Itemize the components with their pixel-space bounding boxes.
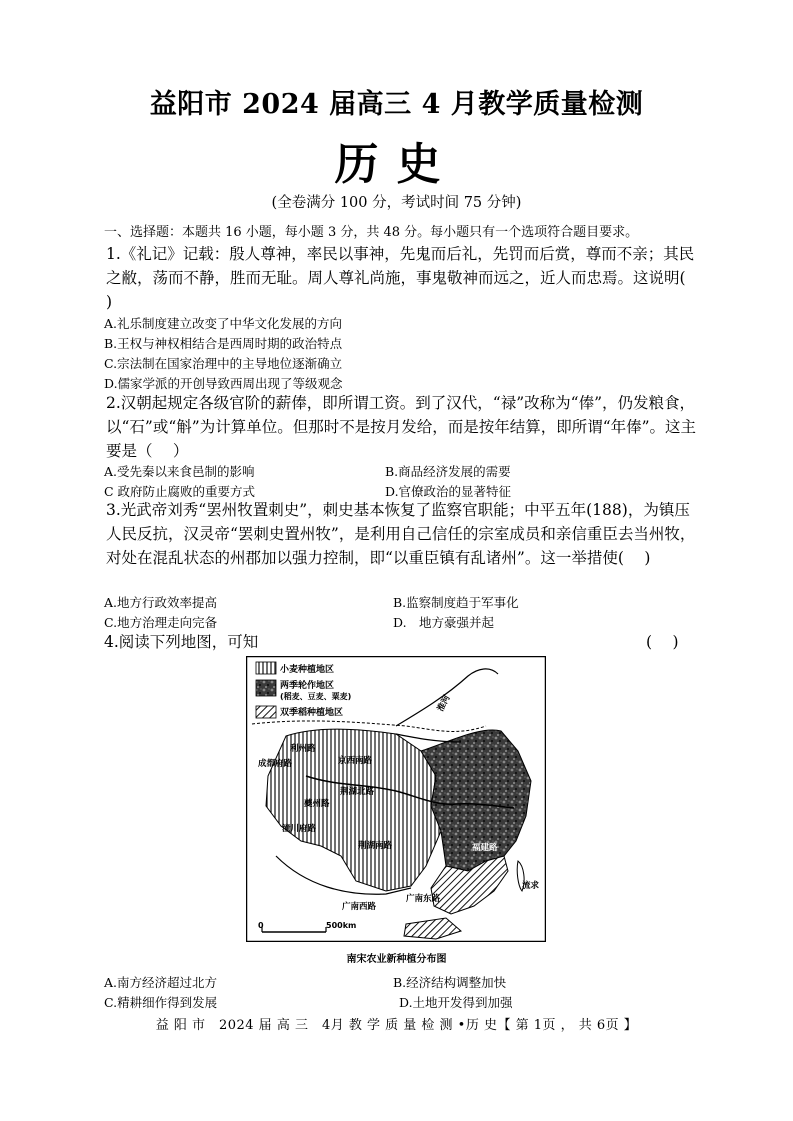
label-jinghunan: 荆湖南路: [358, 841, 393, 851]
legend-wheat: 小麦种植地区: [280, 665, 335, 675]
legend-double-rice: 双季稻种植地区: [280, 708, 344, 718]
legend-double-rice-swatch: [256, 706, 276, 718]
exam-title: 益阳市 2024 届高三 4 月教学质量检测: [149, 89, 644, 120]
label-guangdong: 广南东路: [406, 894, 441, 904]
q1-option-b[interactable]: B.王权与神权相结合是西周时期的政治特点: [104, 336, 343, 351]
legend-rotation-detail: (稻麦、豆麦、粟麦): [280, 692, 352, 701]
q2-option-b[interactable]: B.商品经济发展的需要: [385, 464, 511, 479]
score-note: (全卷满分 100 分，考试时间 75 分钟): [271, 195, 522, 211]
q4-option-a[interactable]: A.南方经济超过北方: [104, 975, 218, 990]
q3-option-c[interactable]: C.地方治理走向完备: [104, 615, 218, 630]
q3-option-a[interactable]: A.地方行政效率提高: [104, 595, 218, 610]
q4-option-d[interactable]: D.土地开发得到加强: [399, 995, 513, 1010]
label-huaihe: 淮河: [435, 693, 453, 714]
question-4-stem: 4.阅读下列地图，可知: [104, 633, 259, 651]
section-heading: 一、选择题：本题共 16 小题，每小题 3 分，共 48 分。每小题只有一个选项符合题目要求。: [104, 225, 639, 240]
question-2-stem: 2.汉朝起规定各级官阶的薪俸，即所谓工资。到了汉代，“禄”改称为“俸”，仍发粮食，以“石”或“斛”为计算单位。但那时不是按月发给，而是按年结算，即所谓“年俸”。这主要是（ ）: [106, 394, 697, 460]
q4-option-b[interactable]: B.经济结构调整加快: [393, 975, 507, 990]
q1-option-c[interactable]: C.宗法制在国家治理中的主导地位逐渐确立: [104, 356, 343, 371]
q2-option-c[interactable]: C 政府防止腐败的重要方式: [104, 484, 256, 499]
map-caption: 南宋农业新种植分布图: [346, 954, 447, 965]
q3-option-d[interactable]: D. 地方豪强并起: [393, 615, 495, 630]
legend-wheat-swatch: [256, 662, 276, 674]
page-footer: 益 阳 市 2024 届 高 三 4月 教 学 质 量 检 测 •历 史【 第 1页 ， 共 6页 】: [155, 1018, 638, 1033]
label-lizhou: 利州路: [290, 744, 316, 754]
label-zizhou: 潼川府路: [282, 824, 317, 834]
question-4-bracket: ( ): [646, 633, 679, 651]
scale-end: 500km: [326, 921, 357, 930]
legend-rotation: 两季轮作地区: [280, 681, 335, 691]
q1-option-d[interactable]: D.儒家学派的开创导致西周出现了等级观念: [104, 376, 343, 391]
q2-option-a[interactable]: A.受先秦以来食邑制的影响: [104, 464, 255, 479]
q1-option-a[interactable]: A.礼乐制度建立改变了中华文化发展的方向: [104, 316, 343, 331]
subject-title: 历史: [334, 139, 459, 190]
song-agriculture-map: [246, 656, 546, 942]
label-chengdu: 成都府路: [258, 759, 293, 769]
scale-start: 0: [258, 921, 264, 930]
label-jingxi: 京西南路: [338, 756, 373, 766]
q3-option-b[interactable]: B.监察制度趋于军事化: [393, 595, 519, 610]
label-kuizhou: 夔州路: [304, 799, 330, 809]
label-guangxi: 广南西路: [342, 902, 377, 912]
label-fujian: 福建路: [472, 843, 498, 853]
legend-rotation-swatch: [256, 680, 276, 696]
q4-option-c[interactable]: C.精耕细作得到发展: [104, 995, 218, 1010]
label-liuqiu: 流求: [522, 881, 540, 891]
q2-option-d[interactable]: D.官僚政治的显著特征: [385, 484, 512, 499]
question-3-stem: 3.光武帝刘秀“罢州牧置刺史”，刺史基本恢复了监察官职能；中平五年(188)，为镇压人民反抗，汉灵帝“罢刺史置州牧”，是利用自己信任的宗室成员和亲信重臣去当州牧，对处在混乱状态的州郡加以强力控制，即“以重臣镇有乱诸州”。这一举措使( ): [106, 501, 696, 567]
question-1-stem: 1.《礼记》记载：殷人尊神，率民以事神，先鬼而后礼，先罚而后赏，尊而不亲；其民之敝，荡而不静，胜而无耻。周人尊礼尚施，事鬼敬神而远之，近人而忠焉。这说明( ): [106, 245, 706, 311]
label-jinghubei: 荆湖北路: [340, 787, 375, 797]
